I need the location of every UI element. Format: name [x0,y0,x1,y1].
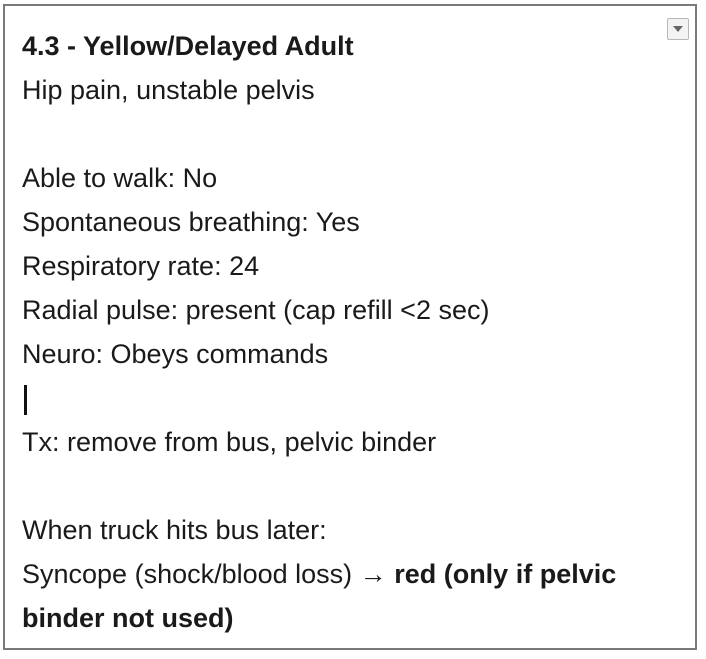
event-outcome: red (only if pelvic binder not used) [22,559,617,633]
event-description [22,552,655,640]
event-heading: When truck hits bus later: [22,515,327,545]
chevron-down-icon [673,26,683,33]
note-card [3,4,697,650]
dropdown-button[interactable] [667,18,689,40]
cursor-line [22,376,655,420]
field-able-to-walk: Able to walk: No [22,163,218,193]
note-subtitle: Hip pain, unstable pelvis [22,75,315,105]
blank-line [22,464,655,508]
note-text-area[interactable] [22,24,655,640]
field-neuro: Neuro: Obeys commands [22,339,329,369]
field-spontaneous-breathing: Spontaneous breathing: Yes [22,207,360,237]
text-cursor [24,385,27,415]
field-radial-pulse: Radial pulse: present (cap refill <2 sec) [22,295,490,325]
treatment-line: Tx: remove from bus, pelvic binder [22,427,437,457]
blank-line [22,112,655,156]
note-title: 4.3 - Yellow/Delayed Adult [22,31,354,61]
field-respiratory-rate: Respiratory rate: 24 [22,251,260,281]
event-text: Syncope (shock/blood loss) → [22,559,395,589]
